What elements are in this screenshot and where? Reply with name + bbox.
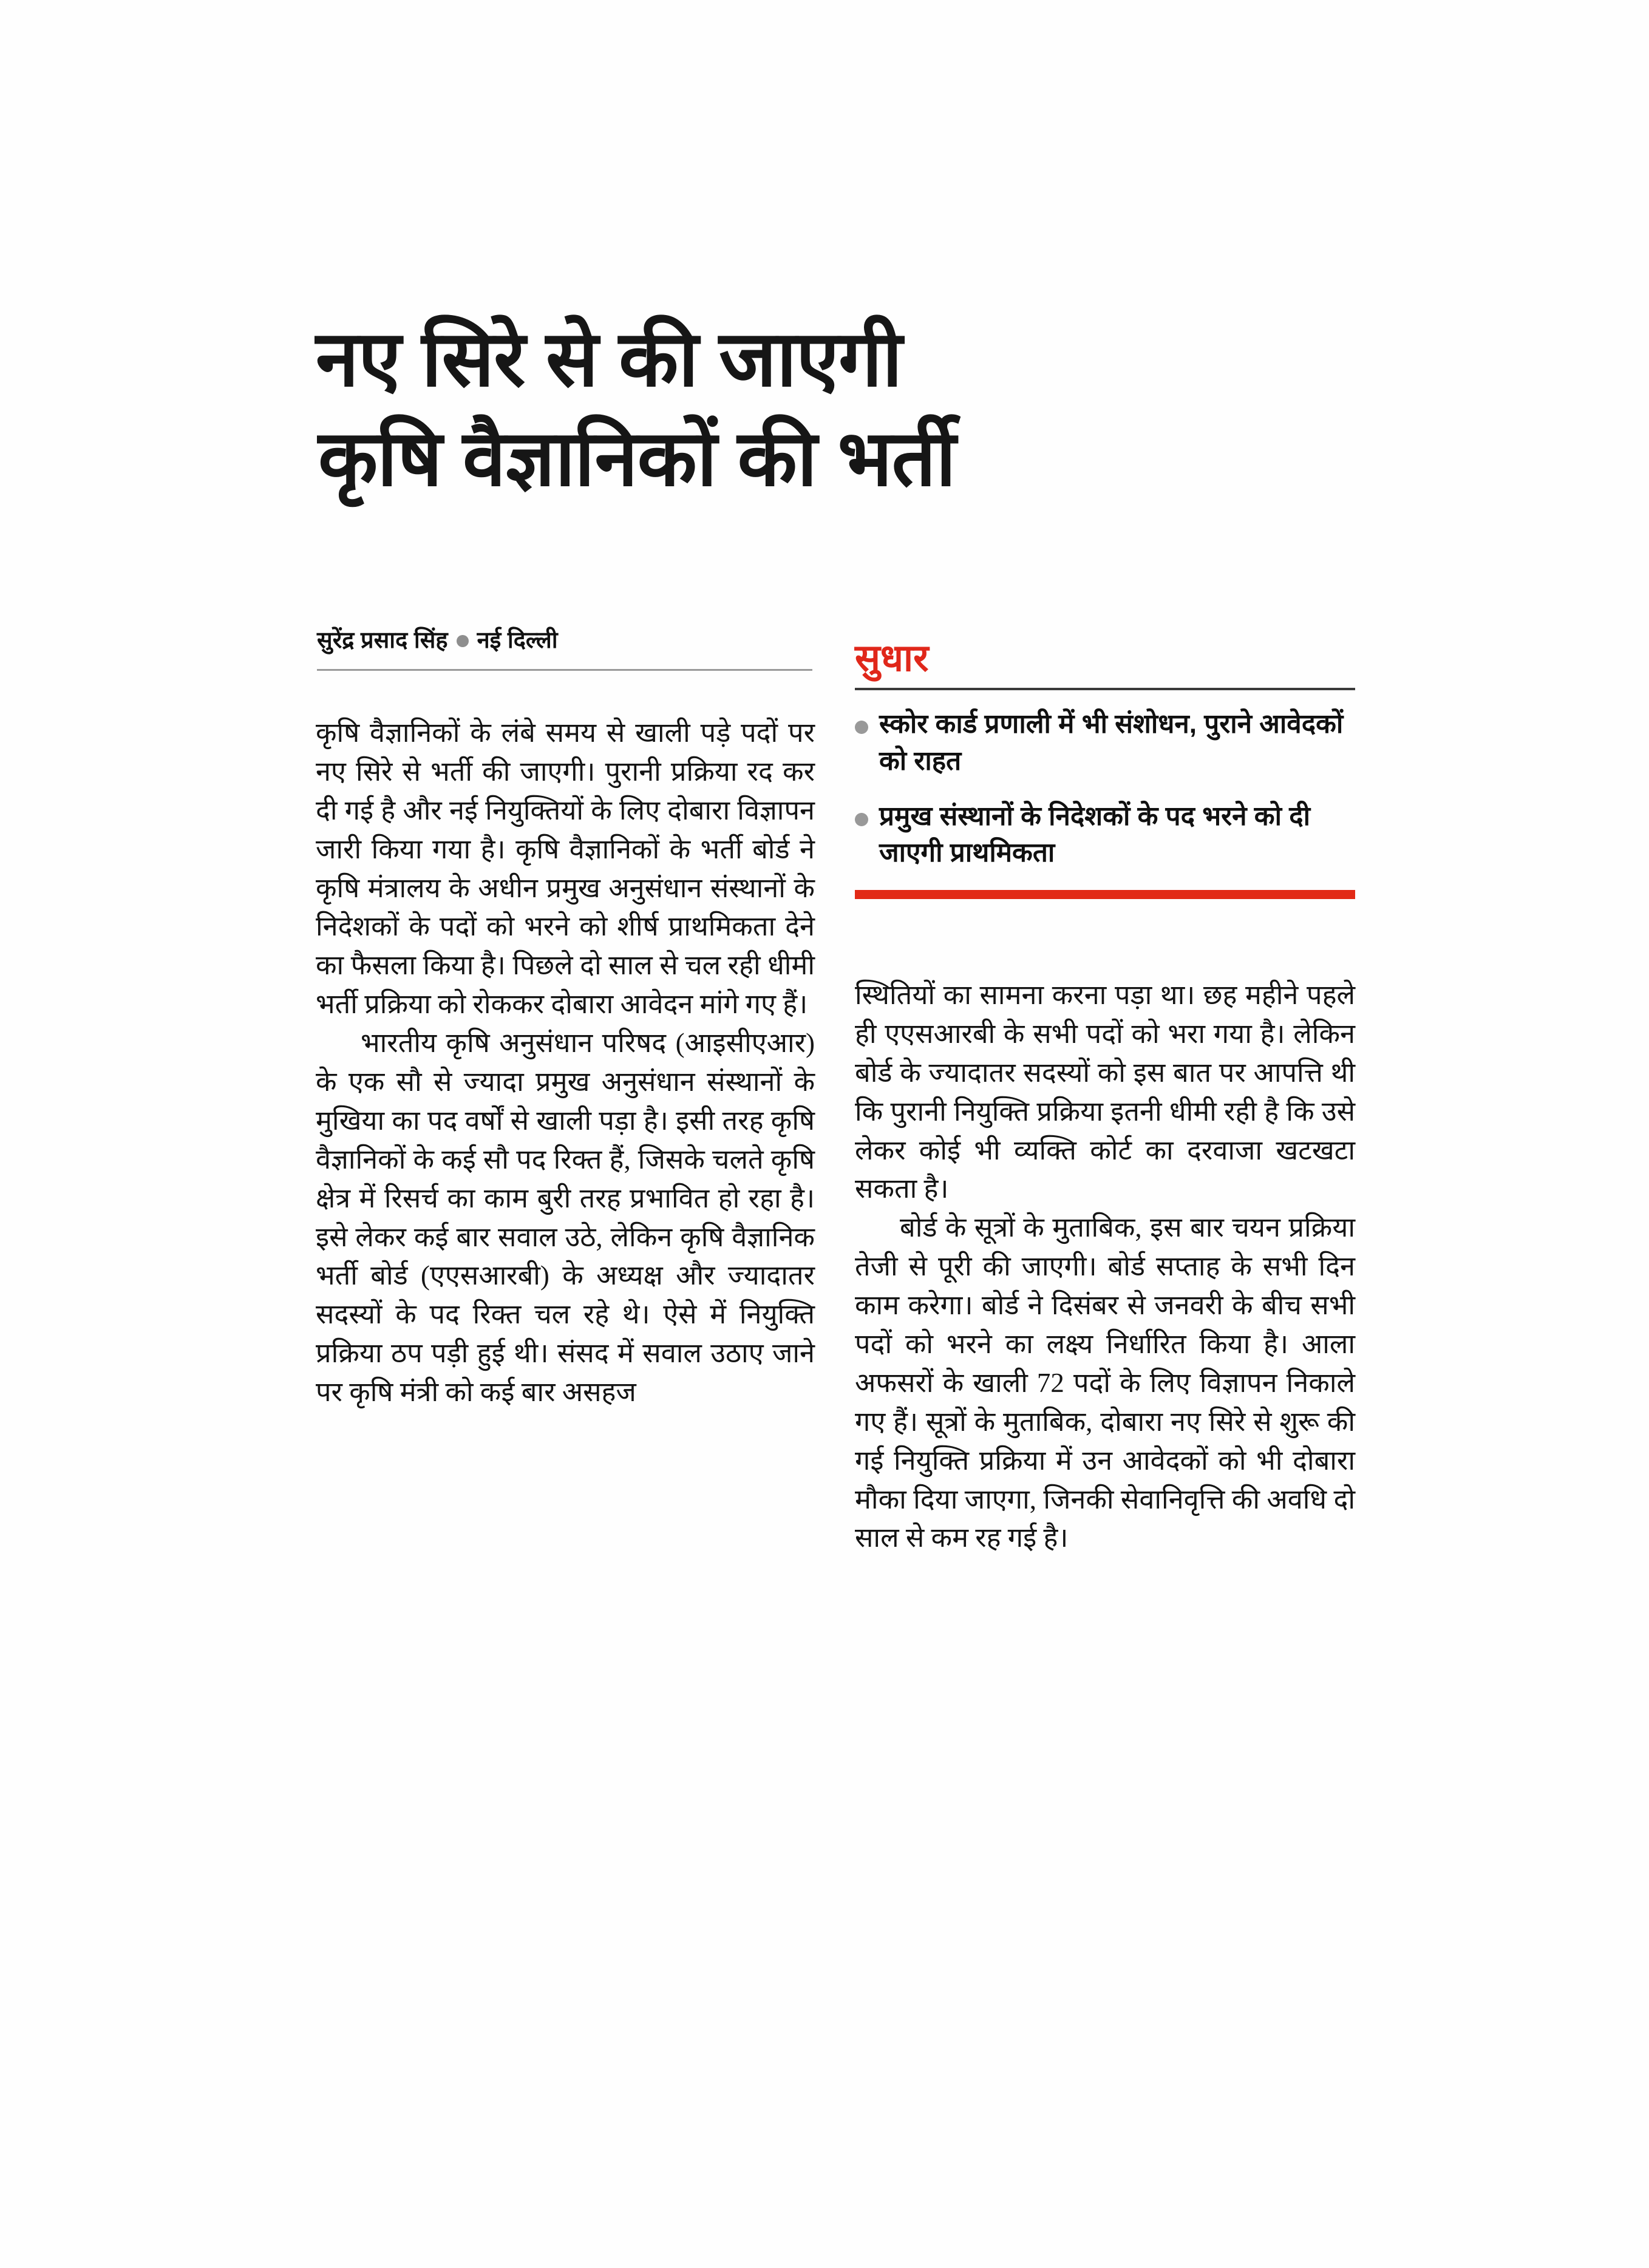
highlights-top-divider — [855, 688, 1355, 690]
highlight-text: स्कोर कार्ड प्रणाली में भी संशोधन, पुराने आवेदकों को राहत — [879, 709, 1344, 776]
bullet-dot-icon — [855, 721, 868, 734]
list-item — [855, 798, 1355, 872]
bullet-dot-icon — [457, 635, 469, 647]
bullet-dot-icon — [855, 813, 868, 826]
highlight-text: प्रमुख संस्थानों के निदेशकों के पद भरने को दी जाएगी प्राथमिकता — [879, 801, 1310, 868]
list-item — [855, 706, 1355, 779]
highlights-box — [855, 639, 1355, 899]
byline-row — [317, 626, 815, 656]
highlights-heading: सुधार — [855, 637, 929, 679]
headline-line-2: कृषि वैज्ञानिकों की भर्ती — [318, 415, 956, 502]
paragraph: भारतीय कृषि अनुसंधान परिषद (आइसीएआर) के एक सौ से ज्यादा प्रमुख अनुसंधान संस्थानों के मुखिया का पद वर्षों से खाली पड़ा है। इसी तरह कृषि वैज्ञानिकों के कई सौ पद रिक्त हैं, जिसके चलते कृषि क्षेत्र में रिसर्च का काम बुरी तरह प्रभावित हो रहा है। इसे लेकर कई बार सवाल उठे, लेकिन कृषि वैज्ञानिक भर्ती बोर्ड (एएसआरबी) के अध्यक्ष और ज्यादातर सदस्यों के पद रिक्त चल रहे थे। ऐसे में नियुक्ति प्रक्रिया ठप पड़ी हुई थी। संसद में सवाल उठाए जाने पर कृषि मंत्री को कई बार असहज — [316, 1028, 815, 1408]
article-column-left — [316, 714, 815, 1412]
highlights-list — [855, 706, 1355, 872]
byline — [317, 626, 815, 671]
byline-dateline: नई दिल्ली — [477, 628, 558, 653]
highlights-bottom-divider — [855, 890, 1355, 899]
paragraph: बोर्ड के सूत्रों के मुताबिक, इस बार चयन प्रक्रिया तेजी से पूरी की जाएगी। बोर्ड सप्ताह के सभी दिन काम करेगा। बोर्ड ने दिसंबर से जनवरी के बीच सभी पदों को भरने का लक्ष्य निर्धारित किया है। आला अफसरों के खाली 72 पदों के लिए विज्ञापन निकाले गए हैं। सूत्रों के मुताबिक, दोबारा नए सिरे से शुरू की गई नियुक्ति प्रक्रिया में उन आवेदकों को भी दोबारा मौका दिया जाएगा, जिनकी सेवानिवृत्ति की अवधि दो साल से कम रह गई है। — [855, 1212, 1355, 1553]
byline-author: सुरेंद्र प्रसाद सिंह — [317, 628, 448, 653]
paragraph: स्थितियों का सामना करना पड़ा था। छह महीने पहले ही एएसआरबी के सभी पदों को भरा गया है। लेकिन बोर्ड के ज्यादातर सदस्यों को इस बात पर आपत्ति थी कि पुरानी नियुक्ति प्रक्रिया इतनी धीमी रही है कि उसे लेकर कोई भी व्यक्ति कोर्ट का दरवाजा खटखटा सकता है। — [855, 980, 1355, 1204]
headline — [316, 310, 1360, 509]
byline-divider — [317, 669, 812, 671]
paragraph: कृषि वैज्ञानिकों के लंबे समय से खाली पड़े पदों पर नए सिरे से भर्ती की जाएगी। पुरानी प्रक्रिया रद कर दी गई है और नई नियुक्तियों के लिए दोबारा विज्ञापन जारी किया गया है। कृषि वैज्ञानिकों के भर्ती बोर्ड ने कृषि मंत्रालय के अधीन प्रमुख अनुसंधान संस्थानों के निदेशकों के पदों को भरने को शीर्ष प्राथमिकता देने का फैसला किया है। पिछले दो साल से चल रही धीमी भर्ती प्रक्रिया को रोककर दोबारा आवेदन मांगे गए हैं। — [316, 718, 815, 1020]
article-column-right — [855, 976, 1355, 1558]
headline-line-1: नए सिरे से की जाएगी — [316, 316, 902, 402]
